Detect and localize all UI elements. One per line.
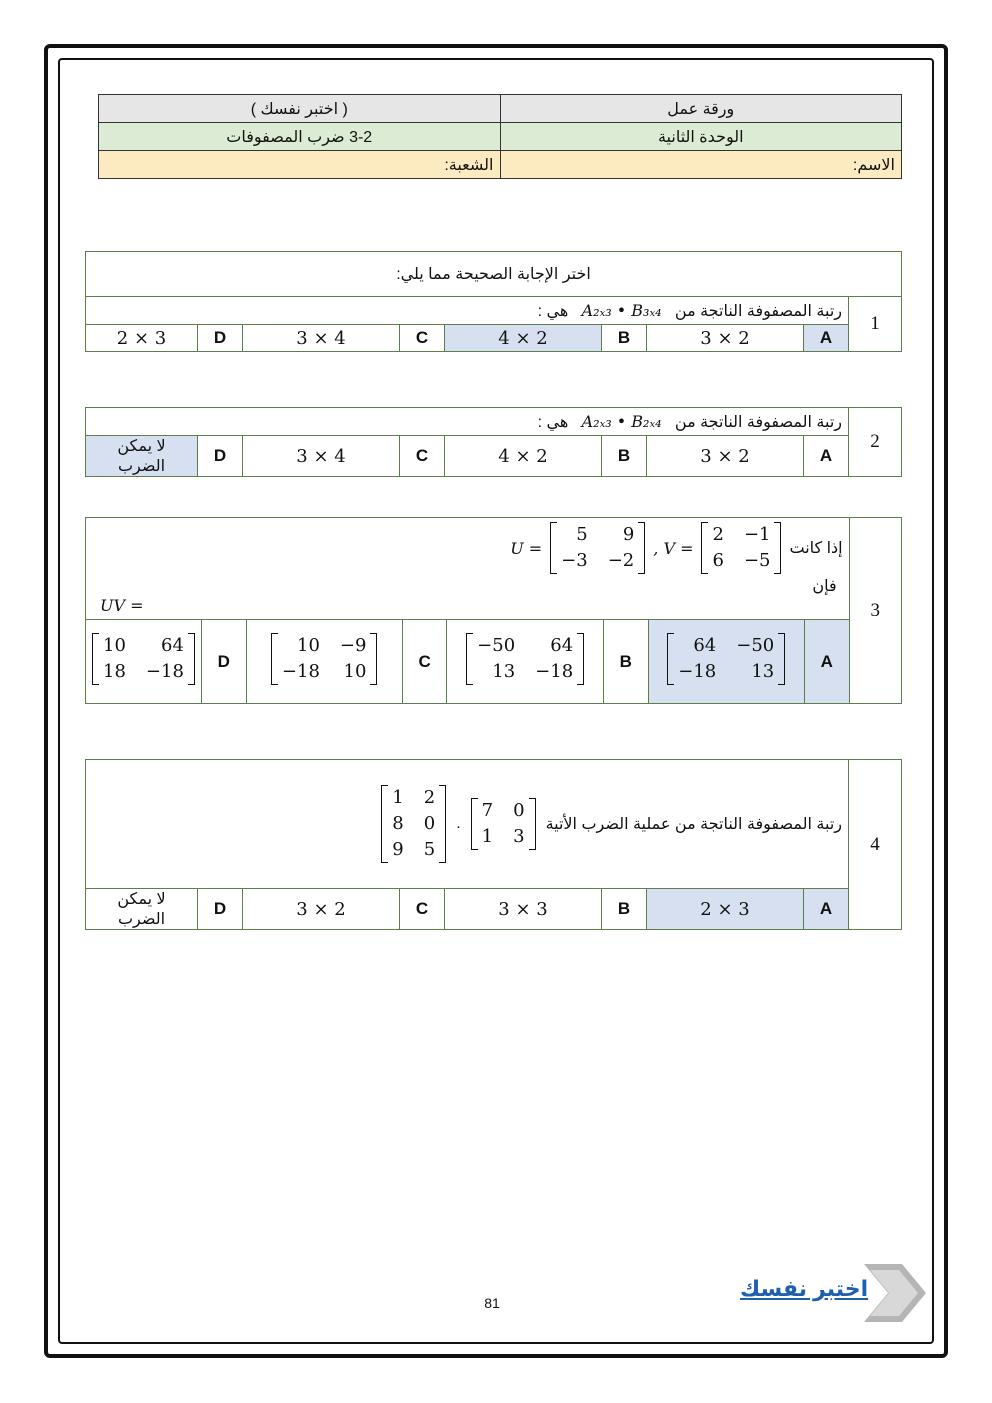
chevron-right-icon <box>862 1262 928 1324</box>
question-2-table <box>85 407 902 477</box>
option-a[interactable] <box>648 620 804 704</box>
option-d[interactable]: لا يمكن الضرب <box>86 436 198 477</box>
test-yourself-title: ( اختبر نفسك ) <box>99 95 501 123</box>
option-b-letter[interactable]: B <box>602 436 647 477</box>
option-c[interactable]: 4 × 3 <box>243 436 400 477</box>
uv-label: UV = <box>100 596 144 615</box>
v-label: , V = <box>653 538 694 558</box>
option-a[interactable]: 3 × 2 <box>647 889 804 930</box>
option-d-letter[interactable]: D <box>201 620 246 704</box>
option-c-letter[interactable]: C <box>400 436 445 477</box>
option-d-matrix: 10 64 18 −18 <box>92 633 195 685</box>
question-number: 1 <box>849 297 902 352</box>
option-d[interactable]: 3 × 2 <box>86 325 198 352</box>
matrix-m1: 7 0 1 3 <box>471 798 536 850</box>
matrix-u: 5 9 −3 −2 <box>550 522 645 574</box>
question-4-table <box>85 759 902 930</box>
stem-text: رتبة المصفوفة الناتجة من <box>674 413 842 431</box>
stem-text: رتبة المصفوفة الناتجة من <box>674 302 842 320</box>
question-stem <box>86 297 849 325</box>
option-a[interactable]: 2 × 3 <box>647 325 804 352</box>
question-3-table <box>85 517 902 704</box>
stem-expression: A₂ₓ₃ • B₂ₓ₄ <box>581 411 662 431</box>
option-c[interactable]: 2 × 3 <box>243 889 400 930</box>
option-a-matrix: 64 −50 −18 13 <box>667 633 785 685</box>
option-b-letter[interactable]: B <box>603 620 648 704</box>
option-d[interactable]: لا يمكن الضرب <box>86 889 198 930</box>
option-b[interactable]: 2 × 4 <box>445 436 602 477</box>
option-a[interactable]: 2 × 3 <box>647 436 804 477</box>
name-field[interactable]: الاسم: <box>500 151 902 179</box>
question-stem <box>86 408 849 436</box>
stem-text: رتبة المصفوفة الناتجة من عملية الضرب الأتية <box>545 816 842 833</box>
option-b[interactable]: 2 × 4 <box>445 325 602 352</box>
worksheet-title: ورقة عمل <box>500 95 902 123</box>
then-text: فإن <box>812 578 837 595</box>
option-a-letter[interactable]: A <box>804 889 849 930</box>
option-d-letter[interactable]: D <box>198 436 243 477</box>
option-c-letter[interactable]: C <box>400 325 445 352</box>
option-a-letter[interactable]: A <box>805 620 850 704</box>
option-b-letter[interactable]: B <box>602 325 647 352</box>
u-label: U = <box>510 538 543 558</box>
question-number: 2 <box>849 408 902 477</box>
if-text: إذا كانت <box>789 540 843 557</box>
matrix-v: 2 −1 6 −5 <box>701 522 781 574</box>
option-b[interactable]: 3 × 3 <box>445 889 602 930</box>
question-stem <box>86 518 850 620</box>
option-d-letter[interactable]: D <box>198 325 243 352</box>
option-b[interactable] <box>447 620 603 704</box>
test-yourself-link[interactable]: اختبر نفسك <box>740 1276 869 1301</box>
stem-expression: A₂ₓ₃ • B₃ₓ₄ <box>581 300 662 320</box>
option-c-letter[interactable]: C <box>400 889 445 930</box>
stem-tail: هي : <box>537 413 569 431</box>
option-b-matrix: −50 64 13 −18 <box>466 633 584 685</box>
matrix-m2: 1 2 8 0 9 5 <box>381 785 446 863</box>
option-b-letter[interactable]: B <box>602 889 647 930</box>
option-c[interactable] <box>246 620 402 704</box>
header-table <box>98 94 902 179</box>
dot-operator: . <box>456 815 461 832</box>
question-1-table <box>85 251 902 352</box>
instructions: اختر الإجابة الصحيحة مما يلي: <box>86 252 902 297</box>
page-number: 81 <box>484 1295 500 1311</box>
option-a-letter[interactable]: A <box>804 325 849 352</box>
stem-tail: هي : <box>537 302 569 320</box>
lesson-title: 3-2 ضرب المصفوفات <box>99 123 501 151</box>
question-number: 4 <box>849 760 902 930</box>
question-number: 3 <box>849 518 901 704</box>
option-c-matrix: 10 −9 −18 10 <box>271 633 378 685</box>
option-d[interactable] <box>86 620 202 704</box>
option-c[interactable]: 4 × 3 <box>243 325 400 352</box>
option-c-letter[interactable]: C <box>402 620 447 704</box>
unit-title: الوحدة الثانية <box>500 123 902 151</box>
question-stem <box>86 760 849 889</box>
section-field[interactable]: الشعبة: <box>99 151 501 179</box>
option-d-letter[interactable]: D <box>198 889 243 930</box>
option-a-letter[interactable]: A <box>804 436 849 477</box>
